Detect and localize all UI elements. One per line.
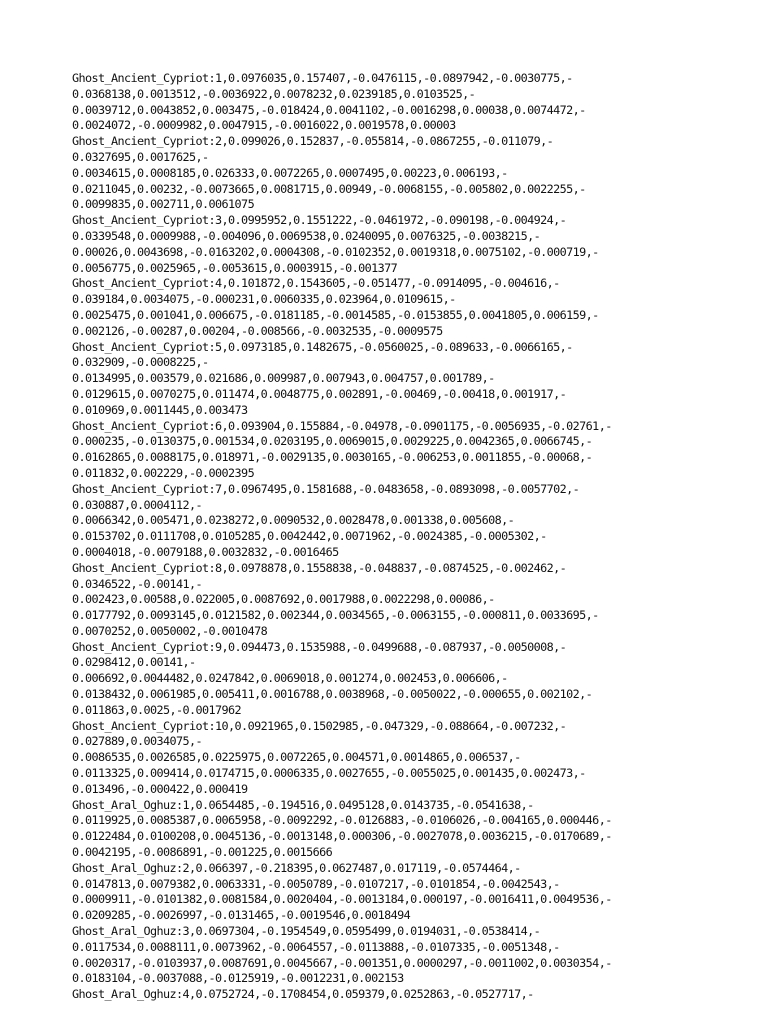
text-line: 0.0113325,0.009414,0.0174715,0.0006335,0.0027655,-0.0055025,0.001435,0.002473,- [72,766,586,781]
text-line: 0.0346522,-0.00141,- [72,576,203,591]
text-line: 0.0119925,0.0085387,0.0065958,-0.0092292,-0.0126883,-0.0106026,-0.004165,0.000446,- [72,813,612,828]
text-line: 0.039184,0.0034075,-0.000231,0.0060335,0.023964,0.0109615,- [72,292,456,307]
text-line: Ghost_Aral_Oghuz:1,0.0654485,-0.194516,0.0495128,0.0143735,-0.0541638,- [72,797,534,812]
text-line: Ghost_Ancient_Cypriot:9,0.094473,0.1535988,-0.0499688,-0.087937,-0.0050008,- [72,639,567,654]
text-line: 0.0327695,0.0017625,- [72,149,209,164]
text-line: Ghost_Ancient_Cypriot:5,0.0973185,0.1482675,-0.0560025,-0.089633,-0.0066165,- [72,339,573,354]
text-line: 0.0042195,-0.0086891,-0.001225,0.0015666 [72,845,333,860]
text-line: 0.027889,0.0034075,- [72,734,203,749]
text-line: 0.0209285,-0.0026997,-0.0131465,-0.0019546,0.0018494 [72,908,411,923]
text-line: 0.0122484,0.0100208,0.0045136,-0.0013148,0.000306,-0.0027078,0.0036215,-0.0170689,- [72,829,612,844]
text-line: 0.002126,-0.00287,0.00204,-0.008566,-0.0032535,-0.0009575 [72,323,443,338]
text-line: 0.0134995,0.003579,0.021686,0.009987,0.007943,0.004757,0.001789,- [72,371,495,386]
text-line: Ghost_Aral_Oghuz:2,0.066397,-0.218395,0.0627487,0.017119,-0.0574464,- [72,860,521,875]
text-line: 0.0129615,0.0070275,0.011474,0.0048775,0.002891,-0.00469,-0.00418,0.001917,- [72,386,567,401]
text-line: 0.0066342,0.005471,0.0238272,0.0090532,0.0028478,0.001338,0.005608,- [72,513,515,528]
text-line: 0.030887,0.0004112,- [72,497,203,512]
text-line: 0.0368138,0.0013512,-0.0036922,0.0078232,0.0239185,0.0103525,- [72,86,476,101]
text-line: 0.002423,0.00588,0.022005,0.0087692,0.0017988,0.0022298,0.00086,- [72,592,495,607]
text-line: 0.011863,0.0025,-0.0017962 [72,702,242,717]
text-line: Ghost_Ancient_Cypriot:3,0.0995952,0.1551222,-0.0461972,-0.090198,-0.004924,- [72,213,567,228]
text-line: 0.0138432,0.0061985,0.005411,0.0016788,0.0038968,-0.0050022,-0.000655,0.002102,- [72,687,593,702]
text-line: 0.0039712,0.0043852,0.003475,-0.018424,0.0041102,-0.0016298,0.00038,0.0074472,- [72,102,586,117]
text-line: 0.0009911,-0.0101382,0.0081584,0.0020404,-0.0013184,0.000197,-0.0016411,0.0049536,- [72,892,612,907]
text-line: 0.0086535,0.0026585,0.0225975,0.0072265,0.004571,0.0014865,0.006537,- [72,750,521,765]
text-line: 0.0147813,0.0079382,0.0063331,-0.0050789,-0.0107217,-0.0101854,-0.0042543,- [72,876,560,891]
text-line: 0.0099835,0.002711,0.0061075 [72,197,255,212]
text-line: Ghost_Aral_Oghuz:4,0.0752724,-0.1708454,0.059379,0.0252863,-0.0527717,- [72,987,534,1002]
text-line: 0.010969,0.0011445,0.003473 [72,402,248,417]
text-line: 0.0339548,0.0009988,-0.004096,0.0069538,0.0240095,0.0076325,-0.0038215,- [72,228,541,243]
text-line: Ghost_Ancient_Cypriot:6,0.093904,0.155884,-0.04978,-0.0901175,-0.0056935,-0.02761,- [72,418,612,433]
text-line: 0.0004018,-0.0079188,0.0032832,-0.0016465 [72,544,339,559]
text-line: 0.0070252,0.0050002,-0.0010478 [72,623,268,638]
text-line: 0.0117534,0.0088111,0.0073962,-0.0064557,-0.0113888,-0.0107335,-0.0051348,- [72,939,560,954]
text-line: 0.0034615,0.0008185,0.026333,0.0072265,0.0007495,0.00223,0.006193,- [72,165,508,180]
text-line: Ghost_Ancient_Cypriot:7,0.0967495,0.1581688,-0.0483658,-0.0893098,-0.0057702,- [72,481,580,496]
text-line: 0.0025475,0.001041,0.006675,-0.0181185,-0.0014585,-0.0153855,0.0041805,0.006159,- [72,307,599,322]
text-line: 0.0162865,0.0088175,0.018971,-0.0029135,0.0030165,-0.006253,0.0011855,-0.00068,- [72,450,593,465]
text-line: 0.0024072,-0.0009982,0.0047915,-0.0016022,0.0019578,0.00003 [72,118,456,133]
text-line: 0.0177792,0.0093145,0.0121582,0.002344,0.0034565,-0.0063155,-0.000811,0.0033695,- [72,608,599,623]
text-line: Ghost_Aral_Oghuz:3,0.0697304,-0.1954549,0.0595499,0.0194031,-0.0538414,- [72,924,541,939]
text-line: 0.006692,0.0044482,0.0247842,0.0069018,0.001274,0.002453,0.006606,- [72,671,508,686]
text-line: 0.0056775,0.0025965,-0.0053615,0.0003915,-0.001377 [72,260,398,275]
text-line: 0.0211045,0.00232,-0.0073665,0.0081715,0.00949,-0.0068155,-0.005802,0.0022255,- [72,181,586,196]
text-line: 0.000235,-0.0130375,0.001534,0.0203195,0.0069015,0.0029225,0.0042365,0.0066745,- [72,434,593,449]
text-line: 0.0298412,0.00141,- [72,655,196,670]
text-line: Ghost_Ancient_Cypriot:1,0.0976035,0.157407,-0.0476115,-0.0897942,-0.0030775,- [72,71,573,85]
text-line: 0.013496,-0.000422,0.000419 [72,781,248,796]
text-line: Ghost_Ancient_Cypriot:4,0.101872,0.1543605,-0.051477,-0.0914095,-0.004616,- [72,276,560,291]
text-line: Ghost_Ancient_Cypriot:10,0.0921965,0.1502985,-0.047329,-0.088664,-0.007232,- [72,718,567,733]
text-line: 0.011832,0.002229,-0.0002395 [72,465,255,480]
text-line: 0.0183104,-0.0037088,-0.0125919,-0.0012231,0.002153 [72,971,404,986]
text-line: Ghost_Ancient_Cypriot:8,0.0978878,0.1558838,-0.048837,-0.0874525,-0.002462,- [72,560,567,575]
text-line: 0.0020317,-0.0103937,0.0087691,0.0045667,-0.001351,0.0000297,-0.0011002,0.0030354,- [72,955,612,970]
text-line: Ghost_Ancient_Cypriot:2,0.099026,0.152837,-0.055814,-0.0867255,-0.011079,- [72,134,554,149]
document-page [72,71,762,1003]
text-line: 0.00026,0.0043698,-0.0163202,0.0004308,-0.0102352,0.0019318,0.0075102,-0.000719,- [72,244,599,259]
text-line: 0.032909,-0.0008225,- [72,355,209,370]
text-line: 0.0153702,0.0111708,0.0105285,0.0042442,0.0071962,-0.0024385,-0.0005302,- [72,529,547,544]
